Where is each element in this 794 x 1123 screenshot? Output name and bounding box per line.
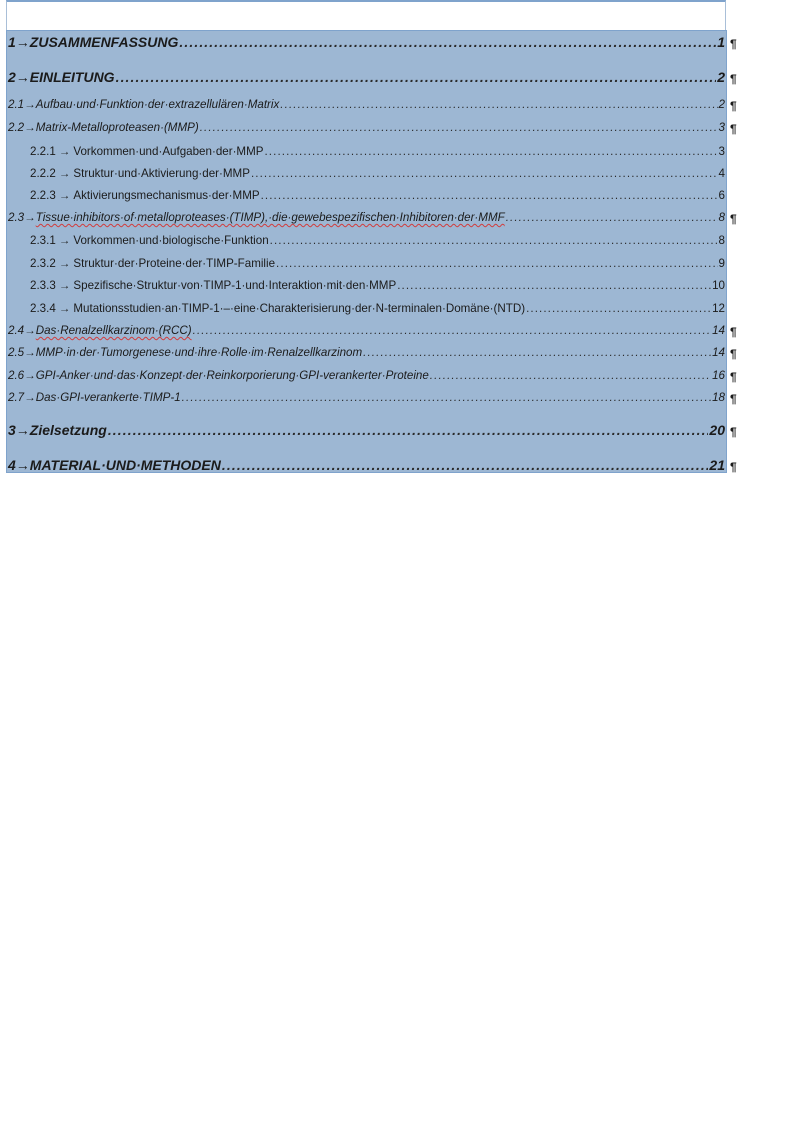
toc-entry[interactable]: 2.3→Tissue·inhibitors·of·metalloproteases·(TIMP),·die·gewebespezifischen·Inhibitoren·der·MMF ..... 8 [8, 211, 725, 224]
toc-entry[interactable]: 2.3.4 → Mutationsstudien·an·TIMP-1·–·eine·Charakterisierung·der·N-terminalen·Domäne·(NTD) ..... 12 [30, 302, 725, 315]
pilcrow-mark: ¶ [730, 37, 737, 51]
toc-entry[interactable]: 2.3.1 → Vorkommen·und·biologische·Funktion ..... 8 [30, 234, 725, 247]
toc-entry[interactable]: 2.2.2 → Struktur·und·Aktivierung·der·MMP ..... 4 [30, 167, 725, 180]
previous-content-strip [6, 0, 726, 30]
toc-entry[interactable]: 2→EINLEITUNG ..... 2 [8, 69, 725, 85]
pilcrow-mark: ¶ [730, 347, 737, 361]
toc-entry[interactable]: 2.2.3 → Aktivierungsmechanismus·der·MMP ..... 6 [30, 189, 725, 202]
pilcrow-mark: ¶ [730, 370, 737, 384]
pilcrow-mark: ¶ [730, 212, 737, 226]
toc-entry[interactable]: 2.2.1 → Vorkommen·und·Aufgaben·der·MMP ..... 3 [30, 145, 725, 158]
toc-entry[interactable]: 2.3.3 → Spezifische·Struktur·von·TIMP-1·und·Interaktion·mit·den·MMP ..... 10 [30, 279, 725, 292]
toc-entry[interactable]: 2.6→GPI-Anker·und·das·Konzept·der·Reinkorporierung·GPI-verankerter·Proteine ..... 16 [8, 369, 725, 382]
pilcrow-mark: ¶ [730, 72, 737, 86]
pilcrow-mark: ¶ [730, 99, 737, 113]
toc-entry[interactable]: 2.5→MMP·in·der·Tumorgenese·und·ihre·Rolle·im·Renalzellkarzinom ..... 14 [8, 346, 725, 359]
pilcrow-mark: ¶ [730, 392, 737, 406]
toc-entry[interactable]: 2.7→Das·GPI-verankerte·TIMP-1 ..... 18 [8, 391, 725, 404]
pilcrow-mark: ¶ [730, 122, 737, 136]
toc-entry[interactable]: 2.4→Das·Renalzellkarzinom·(RCC) ..... 14 [8, 324, 725, 337]
toc-entry[interactable]: 2.3.2 → Struktur·der·Proteine·der·TIMP-Familie ..... 9 [30, 257, 725, 270]
toc-entry[interactable]: 2.2→Matrix-Metalloproteasen·(MMP) ..... 3 [8, 121, 725, 134]
toc-entry[interactable]: 1→ZUSAMMENFASSUNG ..... 1 [8, 34, 725, 50]
toc-entry[interactable]: 3→Zielsetzung ..... 20 [8, 422, 725, 438]
toc-entry[interactable]: 2.1→Aufbau·und·Funktion·der·extrazellulären·Matrix ..... 2 [8, 98, 725, 111]
toc-entry[interactable]: 4→MATERIAL·UND·METHODEN ..... 21 [8, 457, 725, 473]
pilcrow-mark: ¶ [730, 460, 737, 474]
pilcrow-mark: ¶ [730, 425, 737, 439]
toc-selection-highlight [6, 30, 727, 473]
pilcrow-mark: ¶ [730, 325, 737, 339]
